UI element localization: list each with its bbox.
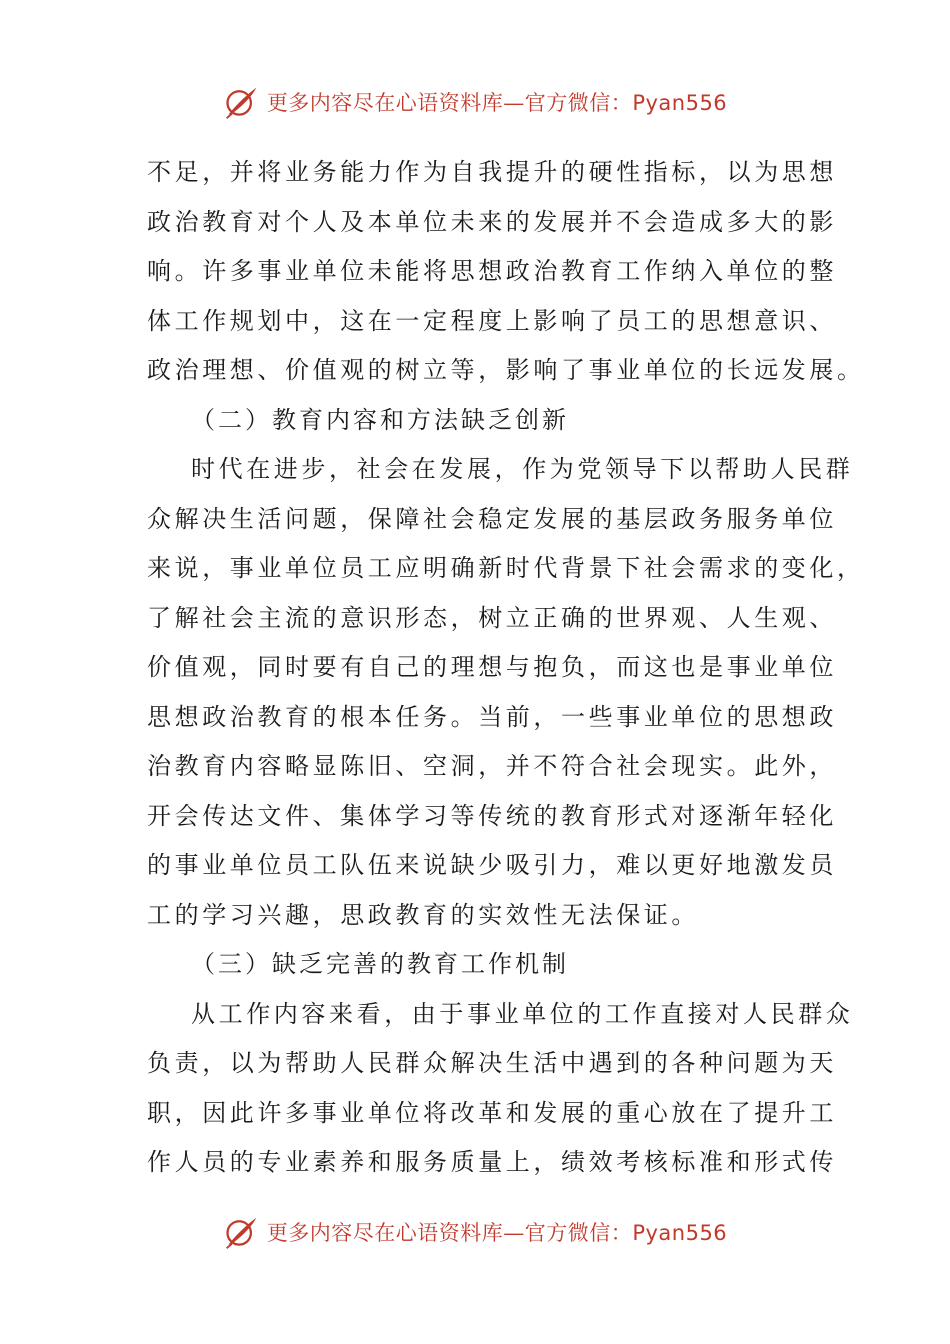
body-line: 作人员的专业素养和服务质量上，绩效考核标准和形式传 [147,1148,837,1176]
body-line: 了解社会主流的意识形态，树立正确的世界观、人生观、 [147,603,837,632]
body-line: 众解决生活问题，保障社会稳定发展的基层政务服务单位 [147,504,837,533]
feather-pen-logo-icon [223,1214,259,1250]
wechat-id: Pyan556 [632,91,728,115]
body-line: 政治理想、价值观的树立等，影响了事业单位的长远发展。 [147,356,865,384]
document-body [147,148,865,1188]
body-line: 来说，事业单位员工应明确新时代背景下社会需求的变化， [147,554,865,582]
wechat-id: Pyan556 [632,1221,728,1245]
section-heading: （二）教育内容和方法缺乏创新 [191,405,569,434]
paragraph-start: 时代在进步，社会在发展，作为党领导下以帮助人民群 [191,455,854,483]
footer-watermark-banner [0,1212,950,1252]
body-line: 治教育内容略显陈旧、空洞，并不符合社会现实。此外， [147,752,837,780]
body-line: 工的学习兴趣，思政教育的实效性无法保证。 [147,900,699,929]
body-line: 价值观，同时要有自己的理想与抱负，而这也是事业单位 [147,653,837,681]
body-line: 不足，并将业务能力作为自我提升的硬性指标，以为思想 [147,158,837,186]
banner-label: 更多内容尽在心语资料库—官方微信： [266,1221,633,1245]
banner-label: 更多内容尽在心语资料库—官方微信： [266,91,633,115]
body-line: 思想政治教育的根本任务。当前，一些事业单位的思想政 [147,702,837,731]
body-line: 职，因此许多事业单位将改革和发展的重心放在了提升工 [147,1098,837,1127]
body-line: 负责，以为帮助人民群众解决生活中遇到的各种问题为天 [147,1049,837,1077]
header-watermark-banner [0,82,950,122]
section-heading: （三）缺乏完善的教育工作机制 [191,950,569,978]
feather-pen-logo-icon [223,84,259,120]
banner-text [267,1217,727,1247]
body-line: 体工作规划中，这在一定程度上影响了员工的思想意识、 [147,306,837,335]
body-line: 响。许多事业单位未能将思想政治教育工作纳入单位的整 [147,257,837,285]
paragraph-start: 从工作内容来看，由于事业单位的工作直接对人民群众 [191,999,854,1028]
body-line: 的事业单位员工队伍来说缺少吸引力，难以更好地激发员 [147,851,837,879]
body-line: 开会传达文件、集体学习等传统的教育形式对逐渐年轻化 [147,801,837,830]
banner-text [267,87,727,117]
body-line: 政治教育对个人及本单位未来的发展并不会造成多大的影 [147,207,837,236]
